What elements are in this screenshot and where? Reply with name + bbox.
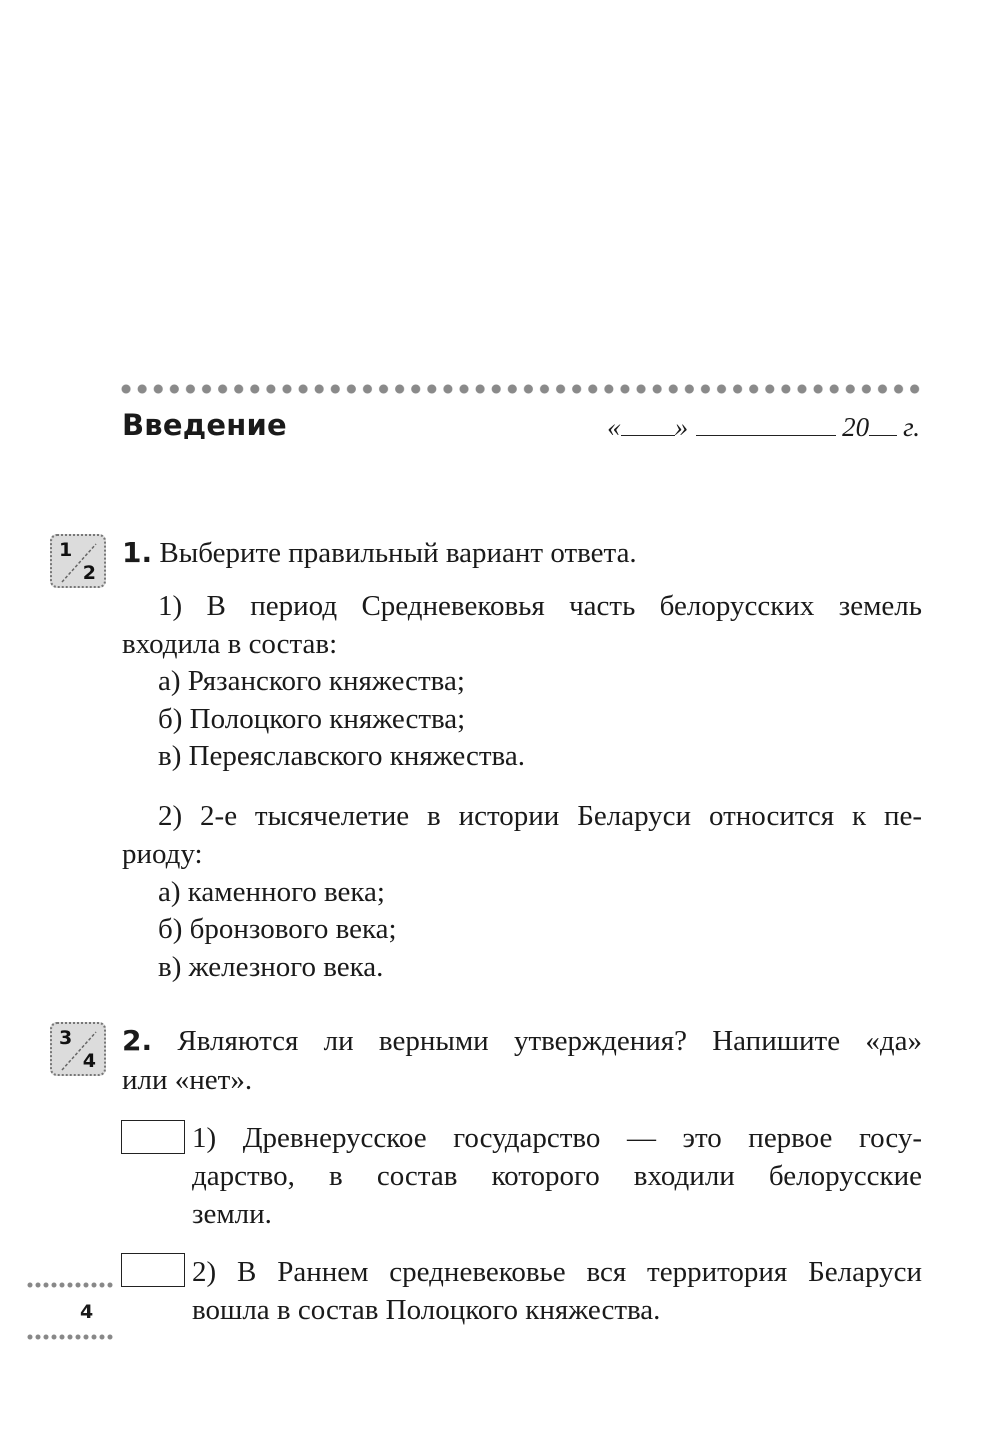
task1-prompt: Выберите правильный вариант ответа. — [159, 537, 637, 569]
date-close-quote: » — [674, 412, 689, 442]
dotted-divider-top — [118, 383, 926, 395]
date-open-quote: « — [607, 412, 621, 442]
task2-prompt-line2: или «нет». — [122, 1064, 253, 1096]
difficulty-badge-task1 — [50, 534, 106, 588]
badge-top-number: 3 — [59, 1027, 73, 1049]
task1-q2-line2: риоду: — [122, 838, 203, 870]
date-year-suffix: г. — [903, 412, 920, 442]
task1-number: 1. — [122, 536, 153, 569]
badge-top-number: 1 — [59, 539, 73, 561]
difficulty-badge-task2 — [50, 1022, 106, 1076]
section-title: Введение — [122, 408, 287, 442]
task1-q1-line2: входила в состав: — [122, 628, 338, 660]
answer-box-1[interactable] — [121, 1120, 185, 1154]
page-number-dots-bottom — [26, 1333, 114, 1341]
date-year-prefix: 20 — [842, 412, 870, 442]
task2-s2-line1: 2) В Раннем средневековье вся территория Беларуси — [192, 1256, 922, 1288]
task2-s1-line1: 1) Древнерусское государство — это первое госу- — [192, 1122, 922, 1154]
task2-s1-line3: земли. — [192, 1198, 272, 1230]
task1-q1-option-c: в) Переяславского княжества. — [158, 740, 525, 772]
date-month-blank[interactable] — [696, 434, 836, 436]
task1-q1-line1: 1) В период Средневековья часть белорусских земель — [158, 590, 922, 622]
page-number-dots-top — [26, 1281, 114, 1289]
task1-q2-option-a: а) каменного века; — [158, 876, 385, 908]
task2-prompt-line1: Являются ли верными утверждения? Напишите «да» — [177, 1025, 923, 1057]
task1-heading — [122, 534, 637, 572]
date-year-blank[interactable] — [869, 434, 897, 436]
task2-number: 2. — [122, 1024, 153, 1057]
answer-box-2[interactable] — [121, 1253, 185, 1287]
task1-q2-line1: 2) 2-е тысячелетие в истории Беларуси относится к пе- — [158, 800, 922, 832]
date-day-blank[interactable] — [621, 434, 675, 436]
task1-q2-option-c: в) железного века. — [158, 951, 384, 983]
task1-q1-option-b: б) Полоцкого княжества; — [158, 703, 466, 735]
task2-s2-line2: вошла в состав Полоцкого княжества. — [192, 1294, 661, 1326]
page-number: 4 — [80, 1301, 94, 1323]
date-field — [607, 412, 920, 443]
task2-heading-line1 — [122, 1022, 922, 1060]
badge-bottom-number: 4 — [82, 1050, 96, 1072]
task1-q2-option-b: б) бронзового века; — [158, 913, 397, 945]
task2-s1-line2: дарство, в состав которого входили белорусские — [192, 1160, 922, 1192]
task1-q1-option-a: а) Рязанского княжества; — [158, 665, 465, 697]
badge-bottom-number: 2 — [82, 562, 96, 584]
